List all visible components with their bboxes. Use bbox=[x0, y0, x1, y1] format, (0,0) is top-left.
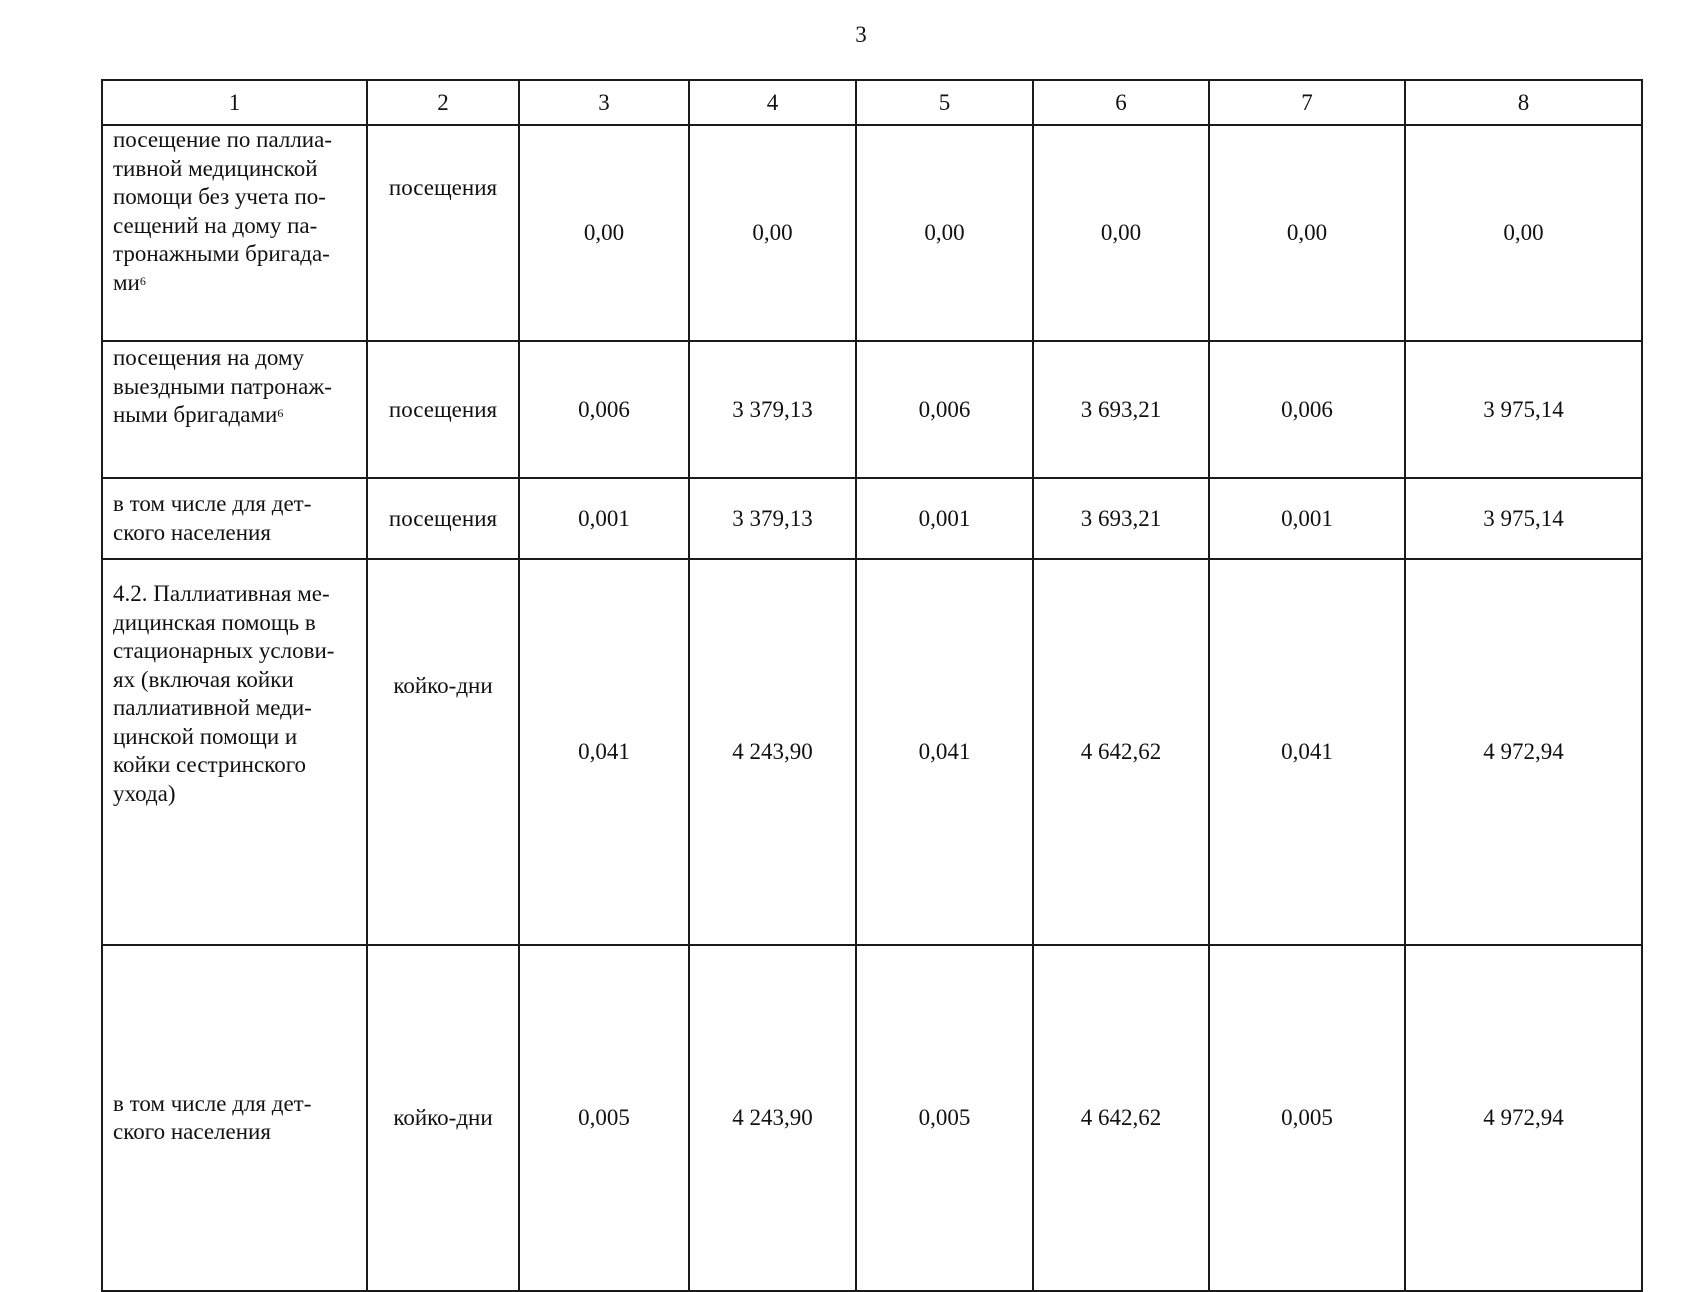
value-cell: 0,00 bbox=[1033, 125, 1209, 341]
value-cell: 0,006 bbox=[1209, 341, 1405, 478]
value-cell: 4 642,62 bbox=[1033, 945, 1209, 1291]
value-cell: 3 693,21 bbox=[1033, 478, 1209, 559]
column-header: 8 bbox=[1405, 80, 1642, 125]
unit-cell: посещения bbox=[367, 478, 519, 559]
column-header: 7 bbox=[1209, 80, 1405, 125]
value-cell: 4 243,90 bbox=[689, 559, 856, 945]
table-row bbox=[102, 478, 1642, 559]
row-label: в том числе для дет- ского населения bbox=[113, 1090, 312, 1144]
value-cell: 4 972,94 bbox=[1405, 559, 1642, 945]
value-cell: 3 379,13 bbox=[689, 341, 856, 478]
data-table bbox=[101, 79, 1643, 1292]
row-label-cell bbox=[102, 478, 367, 559]
page-number: 3 bbox=[855, 22, 867, 47]
footnote-marker: 6 bbox=[277, 406, 284, 420]
table-row bbox=[102, 341, 1642, 478]
value-cell: 0,00 bbox=[519, 125, 689, 341]
column-header: 5 bbox=[856, 80, 1033, 125]
value-cell: 0,00 bbox=[1209, 125, 1405, 341]
unit-cell: посещения bbox=[367, 125, 519, 341]
value-cell: 0,005 bbox=[1209, 945, 1405, 1291]
value-cell: 3 975,14 bbox=[1405, 341, 1642, 478]
value-cell: 0,001 bbox=[856, 478, 1033, 559]
row-label: 4.2. Паллиативная ме- дицинская помощь в стационарных услови- ях (включая койки паллиативной меди- цинской помощи и койки сестринского ухода) bbox=[113, 581, 335, 806]
value-cell: 4 642,62 bbox=[1033, 559, 1209, 945]
value-cell: 0,005 bbox=[519, 945, 689, 1291]
value-cell: 4 972,94 bbox=[1405, 945, 1642, 1291]
row-label: посещение по паллиа- тивной медицинской помощи без учета по- сещений на дому па- тронажными бригада- ми bbox=[113, 127, 332, 295]
value-cell: 0,001 bbox=[519, 478, 689, 559]
value-cell: 0,006 bbox=[519, 341, 689, 478]
column-number-row bbox=[102, 80, 1642, 125]
table-row bbox=[102, 559, 1642, 945]
value-cell: 0,00 bbox=[689, 125, 856, 341]
value-cell: 0,001 bbox=[1209, 478, 1405, 559]
table-row bbox=[102, 945, 1642, 1291]
value-cell: 0,006 bbox=[856, 341, 1033, 478]
value-cell: 0,00 bbox=[856, 125, 1033, 341]
column-header: 1 bbox=[102, 80, 367, 125]
column-header: 2 bbox=[367, 80, 519, 125]
row-label-cell bbox=[102, 341, 367, 478]
row-label-cell bbox=[102, 945, 367, 1291]
value-cell: 0,00 bbox=[1405, 125, 1642, 341]
column-header: 4 bbox=[689, 80, 856, 125]
unit-cell: посещения bbox=[367, 341, 519, 478]
column-header: 6 bbox=[1033, 80, 1209, 125]
column-header: 3 bbox=[519, 80, 689, 125]
value-cell: 4 243,90 bbox=[689, 945, 856, 1291]
value-cell: 0,041 bbox=[1209, 559, 1405, 945]
value-cell: 3 975,14 bbox=[1405, 478, 1642, 559]
value-cell: 0,041 bbox=[856, 559, 1033, 945]
value-cell: 0,005 bbox=[856, 945, 1033, 1291]
value-cell: 3 693,21 bbox=[1033, 341, 1209, 478]
row-label-cell bbox=[102, 559, 367, 945]
value-cell: 3 379,13 bbox=[689, 478, 856, 559]
row-label-cell bbox=[102, 125, 367, 341]
value-cell: 0,041 bbox=[519, 559, 689, 945]
unit-cell: койко-дни bbox=[367, 945, 519, 1291]
unit-cell: койко-дни bbox=[367, 559, 519, 945]
table-row bbox=[102, 125, 1642, 341]
footnote-marker: 6 bbox=[139, 273, 146, 288]
row-label: посещения на дому выездными патронаж- ными бригадами bbox=[113, 345, 332, 427]
row-label: в том числе для дет- ского населения bbox=[113, 491, 312, 545]
